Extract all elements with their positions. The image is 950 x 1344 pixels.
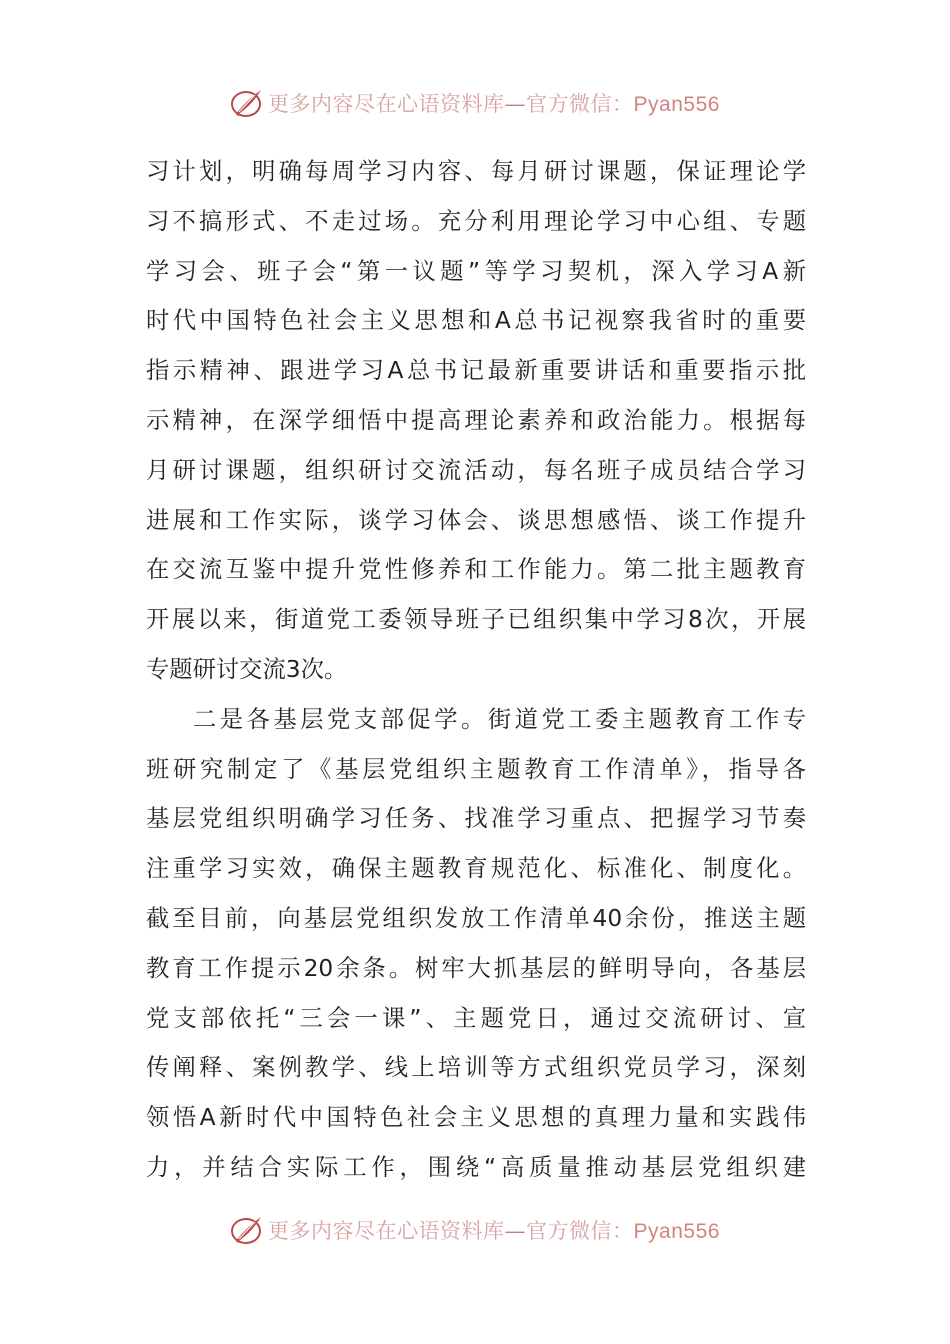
text-line: 领悟A新时代中国特色社会主义思想的真理力量和实践伟 xyxy=(146,1104,806,1132)
wechat-id: Pyan556 xyxy=(633,93,720,116)
watermark-text: 更多内容尽在心语资料库—官方微信：Pyan556 xyxy=(268,1219,720,1243)
text-line: 二是各基层党支部促学。街道党工委主题教育工作专 xyxy=(193,705,806,733)
text-line: 习计划，明确每周学习内容、每月研讨课题，保证理论学 xyxy=(146,158,806,185)
wechat-id: Pyan556 xyxy=(633,1220,720,1243)
footer-watermark xyxy=(0,1210,950,1250)
text-line: 教育工作提示20余条。树牢大抓基层的鲜明导向，各基层 xyxy=(146,954,806,982)
paragraph xyxy=(146,695,806,1193)
text-line: 基层党组织明确学习任务、找准学习重点、把握学习节奏 xyxy=(146,805,806,833)
text-line: 指示精神、跟进学习A总书记最新重要讲话和重要指示批 xyxy=(146,357,806,385)
text-line: 专题研讨交流3次。 xyxy=(146,655,348,683)
text-line: 党支部依托“三会一课”、主题党日，通过交流研讨、宣 xyxy=(146,1004,806,1032)
header-watermark xyxy=(0,83,950,123)
watermark-text: 更多内容尽在心语资料库—官方微信：Pyan556 xyxy=(268,92,720,116)
quill-logo-icon xyxy=(230,86,264,120)
text-line: 示精神，在深学细悟中提高理论素养和政治能力。根据每 xyxy=(146,406,806,434)
text-line: 力，并结合实际工作，围绕“高质量推动基层党组织建 xyxy=(146,1153,806,1181)
text-line: 在交流互鉴中提升党性修养和工作能力。第二批主题教育 xyxy=(146,556,806,584)
text-line: 截至目前，向基层党组织发放工作清单40余份，推送主题 xyxy=(146,904,806,932)
text-line: 班研究制定了《基层党组织主题教育工作清单》，指导各 xyxy=(146,755,806,783)
text-line: 习不搞形式、不走过场。充分利用理论学习中心组、专题 xyxy=(146,207,806,235)
paragraph xyxy=(146,147,806,695)
text-line: 进展和工作实际，谈学习体会、谈思想感悟、谈工作提升 xyxy=(146,506,806,534)
text-line: 注重学习实效，确保主题教育规范化、标准化、制度化。 xyxy=(146,855,806,883)
text-line: 时代中国特色社会主义思想和A总书记视察我省时的重要 xyxy=(146,307,806,335)
quill-logo-icon xyxy=(230,1213,264,1247)
document-body xyxy=(146,147,806,1193)
text-line: 学习会、班子会“第一议题”等学习契机，深入学习A新 xyxy=(146,257,806,285)
text-line: 开展以来，街道党工委领导班子已组织集中学习8次，开展 xyxy=(146,606,806,634)
text-line: 传阐释、案例教学、线上培训等方式组织党员学习，深刻 xyxy=(146,1054,806,1082)
text-line: 月研讨课题，组织研讨交流活动，每名班子成员结合学习 xyxy=(146,456,806,484)
